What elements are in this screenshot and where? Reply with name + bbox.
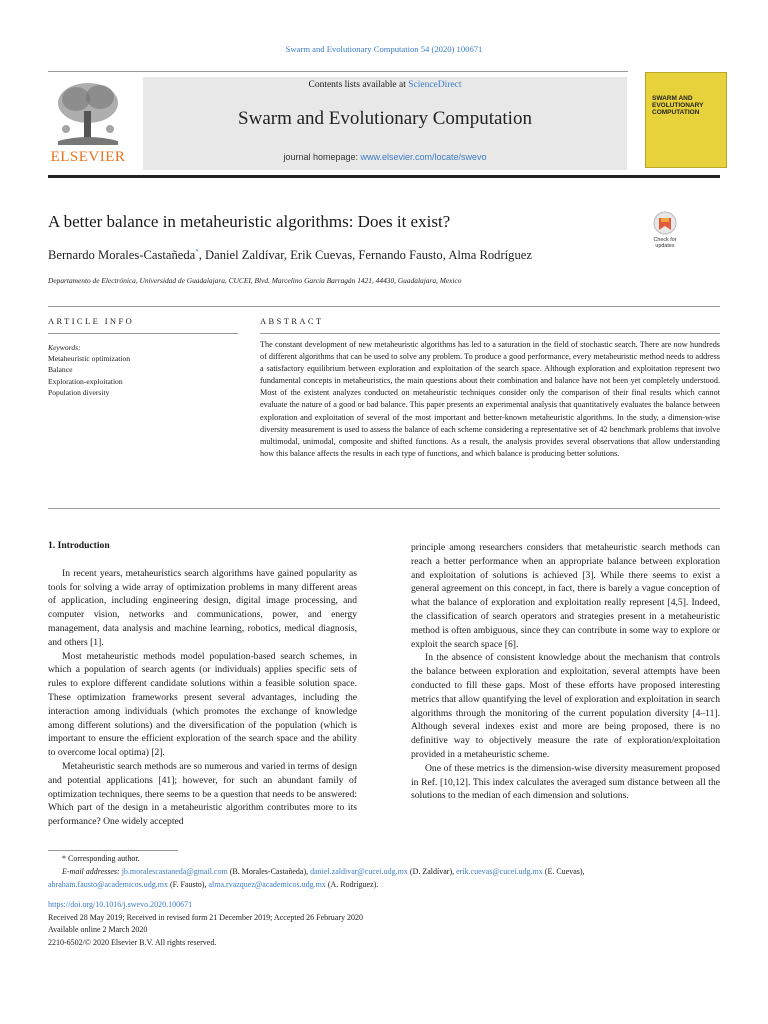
body-paragraph: Most metaheuristic methods model population-based search schemes, in which a population of search agents (or individuals) applies specific sets of rules to explore different candidate solutions within a feasible solution space. These optimization frameworks present several advantages, including the interaction among individuals (which promotes the exchange of knowledge among different solutions) and the diversification of the population (which is important to ensure the efficient exploration of the search space and the ability to overcome local optima) [2]. — [48, 650, 357, 759]
contents-line — [143, 80, 627, 90]
keywords-block — [48, 342, 238, 398]
cover-title: SWARM AND EVOLUTIONARY COMPUTATION — [652, 95, 704, 116]
body-column-left — [48, 539, 357, 829]
journal-cover-image[interactable] — [645, 72, 727, 168]
keyword: Metaheuristic optimization — [48, 354, 131, 364]
keyword: Exploration-exploitation — [48, 376, 123, 386]
section-divider — [48, 306, 720, 307]
email-link[interactable]: daniel.zaldivar@cucei.udg.mx — [310, 866, 408, 876]
body-paragraph: One of these metrics is the dimension-wise diversity measurement proposed in Ref. [10,12]. This index calculates the averaged sum distance between all the solutions to the median of each dimension and solutions. — [411, 762, 720, 802]
author[interactable]: Alma Rodríguez — [448, 248, 532, 263]
homepage-link[interactable]: www.elsevier.com/locate/swevo — [360, 152, 487, 162]
author[interactable]: Bernardo Morales-Castañeda — [48, 248, 196, 263]
footnote-rule — [48, 850, 178, 851]
body-paragraph: Metaheuristic search methods are so numerous and varied in terms of design and potential applications [41]; however, for such an abundant family of optimization techniques, there seems to be a question that needs to be answered: Which part of the design in a metaheuristic algorithm contributes more to its performance? One widely accepted — [48, 760, 357, 828]
email-label: E-mail addresses: — [62, 866, 120, 876]
affiliation: Departamento de Electrónica, Universidad de Guadalajara, CUCEI, Blvd. Marcelino García Barragán 1421, 44430, Guadalajara, Mexico — [48, 276, 462, 285]
received-dates: Received 28 May 2019; Received in revised form 21 December 2019; Accepted 26 February 2020 — [48, 912, 364, 922]
author[interactable]: Daniel Zaldívar — [205, 248, 284, 263]
email-owner: (B. Morales-Castañeda), — [229, 866, 309, 876]
author[interactable]: Fernando Fausto — [358, 248, 443, 263]
check-updates-icon — [645, 210, 685, 237]
email-link[interactable]: abraham.fausto@academicos.udg.mx — [48, 879, 168, 889]
check-updates-label: Check for updates — [653, 237, 677, 249]
copyright: 2210-6502/© 2020 Elsevier B.V. All rights reserved. — [48, 937, 217, 947]
keyword: Population diversity — [48, 387, 110, 397]
article-title: A better balance in metaheuristic algorithms: Does it exist? — [48, 212, 451, 231]
publication-info — [48, 899, 720, 949]
corresponding-author-note: * Corresponding author. — [62, 854, 140, 863]
email-owner: (D. Zaldívar), — [409, 866, 455, 876]
author-list: Bernardo Morales-Castañeda*, Daniel Zaldívar, Erik Cuevas, Fernando Fausto, Alma Rodríguez — [48, 248, 532, 263]
contents-prefix: Contents lists available at — [308, 80, 409, 90]
email-link[interactable]: erik.cuevas@cucei.udg.mx — [456, 866, 543, 876]
article-info-heading: ARTICLE INFO — [48, 316, 135, 326]
check-for-updates-badge[interactable] — [645, 210, 685, 256]
email-addresses-cont — [48, 879, 720, 892]
homepage-label: journal homepage: — [283, 152, 361, 162]
journal-homepage — [143, 152, 627, 162]
keyword: Balance — [48, 365, 73, 375]
section-heading: 1. Introduction — [48, 540, 110, 551]
email-owner: (A. Rodríguez). — [327, 879, 379, 889]
doi-link[interactable]: https://doi.org/10.1016/j.swevo.2020.100671 — [48, 900, 193, 909]
email-owner: (E. Cuevas), — [544, 866, 585, 876]
header-divider — [48, 71, 628, 72]
keywords-label: Keywords: — [48, 343, 81, 352]
email-owner: (F. Fausto), — [170, 879, 207, 889]
email-addresses — [48, 866, 720, 879]
elsevier-wordmark: ELSEVIER — [50, 149, 126, 165]
available-online: Available online 2 March 2020 — [48, 925, 148, 935]
author[interactable]: Erik Cuevas — [290, 248, 353, 263]
email-link[interactable]: alma.rvazquez@academicos.udg.mx — [208, 879, 326, 889]
body-paragraph: In recent years, metaheuristics search algorithms have gained popularity as tools for solving a wide array of optimization problems in many different areas of application, including engineering design, digital image processing, and computer vision, networks and communications, power, and energy management, data analysis and machine learning, robotics, medical diagnosis, and others [1]. — [48, 567, 357, 648]
info-divider — [48, 333, 238, 334]
body-paragraph: principle among researchers considers that metaheuristic search methods can reach a better performance when an appropriate balance between exploration and exploitation of solutions is achieved [3]. While there seems to exist a general agreement on this concept, in fact, there is barely a vague conception of what the balance of exploration and exploitation really represent [4,5]. Indeed, the classification of search operators and strategies present in a metaheuristic method is often ambiguous, since they can contribute in some way to explore or exploit the search space [6]. — [411, 542, 720, 650]
sciencedirect-link[interactable]: ScienceDirect — [408, 80, 462, 90]
abstract-bottom-rule — [48, 508, 720, 509]
abstract-text: The constant development of new metaheuristic algorithms has led to a saturation in the field of stochastic search. There are now hundreds of different algorithms that can be used to solve any problem. To produce a good performance, every metaheuristic method needs to address a satisfactory equilibrium between exploration and exploitation of the search space. Although exploration and exploitation represent two fundamental concepts in metaheuristics, the main questions about their combination and balance have not been yet completely understood. Most of the existent analyzes conducted on metaheuristic techniques consider only the comparison of their final results which cannot evaluate the nature of a good or bad balance. This paper presents an experimental analysis that quantitatively evaluates the balance between exploration and exploitation of several of the most important and better-known metaheuristic algorithms. In the study, a dimension-wise diversity measurement is used to assess the balance of each scheme considering a representative set of 42 benchmark problems that involve multimodal, unimodal, composite and shifted functions. As a result, the analysis provides several observations that allow understanding how this balance affects the results in each type of functions, and which balance is producing better solutions. — [260, 340, 720, 458]
abstract-heading: ABSTRACT — [260, 316, 324, 326]
abstract-divider — [260, 333, 720, 334]
journal-title: Swarm and Evolutionary Computation — [238, 108, 532, 129]
journal-citation[interactable]: Swarm and Evolutionary Computation 54 (2020) 100671 — [285, 44, 483, 54]
body-column-right — [411, 541, 720, 803]
corresponding-mark[interactable]: * — [195, 248, 199, 256]
footnotes — [48, 853, 720, 891]
email-link[interactable]: jb.moralescastaneda@gmail.com — [121, 866, 228, 876]
body-paragraph: In the absence of consistent knowledge about the mechanism that controls the balance between exploration and exploitation, several attempts have been conducted to fill these gaps. Most of these efforts have proposed interesting metrics that allow quantifying the level of exploration and exploitation in search algorithms through the monitoring of the current population diversity [4–11]. Although several indexes exist and more are being proposed, there is no definitive way to objectively measure the rate of exploration/exploitation provided in a metaheuristic scheme. — [411, 652, 720, 760]
header-thick-rule — [48, 175, 720, 178]
